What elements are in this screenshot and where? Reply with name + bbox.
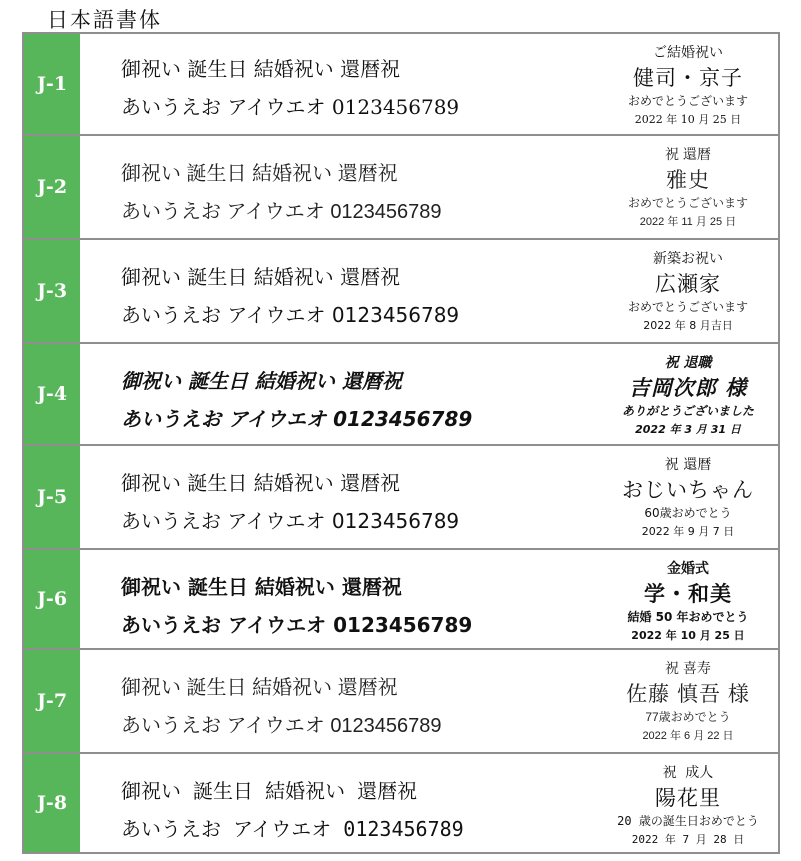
font-code-badge: J-5 <box>24 446 80 548</box>
example-date: 2022 年 11 月 25 日 <box>639 216 737 228</box>
sample-line-kanji: 御祝い 誕生日 結婚祝い 還暦祝 <box>121 369 402 393</box>
usage-example <box>602 240 774 342</box>
font-sample <box>121 552 558 648</box>
example-title: 祝 成人 <box>662 765 714 781</box>
example-message: 60歳おめでとう <box>644 506 732 520</box>
example-date: 2022 年 8 月吉日 <box>643 319 733 332</box>
example-name: おじいちゃん <box>622 478 754 502</box>
font-code-badge: J-2 <box>24 136 80 238</box>
sample-line-kana-digits: あいうえお アイウエオ 0123456789 <box>121 407 473 431</box>
font-sample <box>121 756 558 852</box>
sample-line-kana-digits: あいうえお アイウエオ 0123456789 <box>121 201 442 223</box>
font-sample <box>121 138 558 238</box>
sample-line-kana-digits: あいうえお アイウエオ 0123456789 <box>121 95 460 119</box>
example-name: 雅史 <box>666 169 710 192</box>
font-sample <box>121 346 558 444</box>
sample-line-kanji: 御祝い 誕生日 結婚祝い 還暦祝 <box>121 779 418 803</box>
example-message: 20 歳の誕生日おめでとう <box>617 814 759 828</box>
font-code-badge: J-7 <box>24 650 80 752</box>
example-name: 健司・京子 <box>633 66 743 90</box>
font-code-badge: J-8 <box>24 754 80 852</box>
usage-example <box>602 34 774 134</box>
example-title: 祝 還暦 <box>664 457 712 473</box>
sample-line-kanji: 御祝い 誕生日 結婚祝い 還暦祝 <box>121 471 401 495</box>
example-name: 佐藤 慎吾 様 <box>626 683 750 706</box>
sample-line-kana-digits: あいうえお アイウエオ 0123456789 <box>121 613 473 637</box>
example-title: 祝 還暦 <box>665 146 711 162</box>
example-title: 新築お祝い <box>653 251 723 267</box>
page-title: 日本語書体 <box>47 8 162 32</box>
font-sample <box>121 34 558 134</box>
example-date: 2022 年 7 月 28 日 <box>631 833 745 846</box>
sample-line-kana-digits: あいうえお アイウエオ 0123456789 <box>121 509 460 533</box>
usage-example <box>602 446 774 548</box>
sample-line-kanji: 御祝い 誕生日 結婚祝い 還暦祝 <box>121 57 401 81</box>
table-row <box>24 34 778 134</box>
table-row <box>24 444 778 548</box>
example-name: 学・和美 <box>644 582 732 606</box>
example-title: ご結婚祝い <box>653 45 723 61</box>
table-row <box>24 238 778 342</box>
example-message: 77歳おめでとう <box>645 710 731 724</box>
example-title: 金婚式 <box>667 561 709 577</box>
example-name: 吉岡次郎 様 <box>628 376 748 400</box>
example-name: 陽花里 <box>655 786 721 810</box>
sample-line-kanji: 御祝い 誕生日 結婚祝い 還暦祝 <box>121 163 398 185</box>
usage-example <box>602 754 774 852</box>
usage-example <box>602 344 774 444</box>
example-message: おめでとうございます <box>627 196 748 210</box>
font-sample <box>121 242 558 342</box>
usage-example <box>602 550 774 648</box>
example-message: おめでとうございます <box>627 300 748 314</box>
sample-line-kanji: 御祝い 誕生日 結婚祝い 還暦祝 <box>121 677 398 699</box>
sample-line-kanji: 御祝い 誕生日 結婚祝い 還暦祝 <box>121 575 402 599</box>
table-row <box>24 648 778 752</box>
table-row <box>24 548 778 648</box>
usage-example <box>602 136 774 238</box>
example-date: 2022 年 6 月 22 日 <box>642 730 734 742</box>
sample-line-kana-digits: あいうえお アイウエオ 0123456789 <box>121 817 464 841</box>
sample-line-kanji: 御祝い 誕生日 結婚祝い 還暦祝 <box>121 265 401 289</box>
example-date: 2022 年 10 月 25 日 <box>634 113 742 126</box>
example-message: 結婚 50 年おめでとう <box>627 610 749 624</box>
example-title: 祝 退職 <box>664 355 712 371</box>
example-date: 2022 年 9 月 7 日 <box>641 525 735 538</box>
font-sample <box>121 448 558 548</box>
font-code-badge: J-3 <box>24 240 80 342</box>
sample-line-kana-digits: あいうえお アイウエオ 0123456789 <box>121 303 460 327</box>
font-code-badge: J-1 <box>24 34 80 134</box>
font-sample-table <box>22 32 780 854</box>
font-code-badge: J-4 <box>24 344 80 444</box>
example-message: おめでとうございます <box>627 94 748 108</box>
sample-line-kana-digits: あいうえお アイウエオ 0123456789 <box>121 715 442 737</box>
table-row <box>24 342 778 444</box>
usage-example <box>602 650 774 752</box>
font-sample <box>121 652 558 752</box>
example-name: 広瀬家 <box>655 272 721 296</box>
example-title: 祝 喜寿 <box>665 660 711 676</box>
example-date: 2022 年 3 月 31 日 <box>635 423 741 436</box>
table-row <box>24 134 778 238</box>
example-date: 2022 年 10 月 25 日 <box>631 629 745 642</box>
example-message: ありがとうございました <box>621 404 754 418</box>
table-row <box>24 752 778 852</box>
font-code-badge: J-6 <box>24 550 80 648</box>
